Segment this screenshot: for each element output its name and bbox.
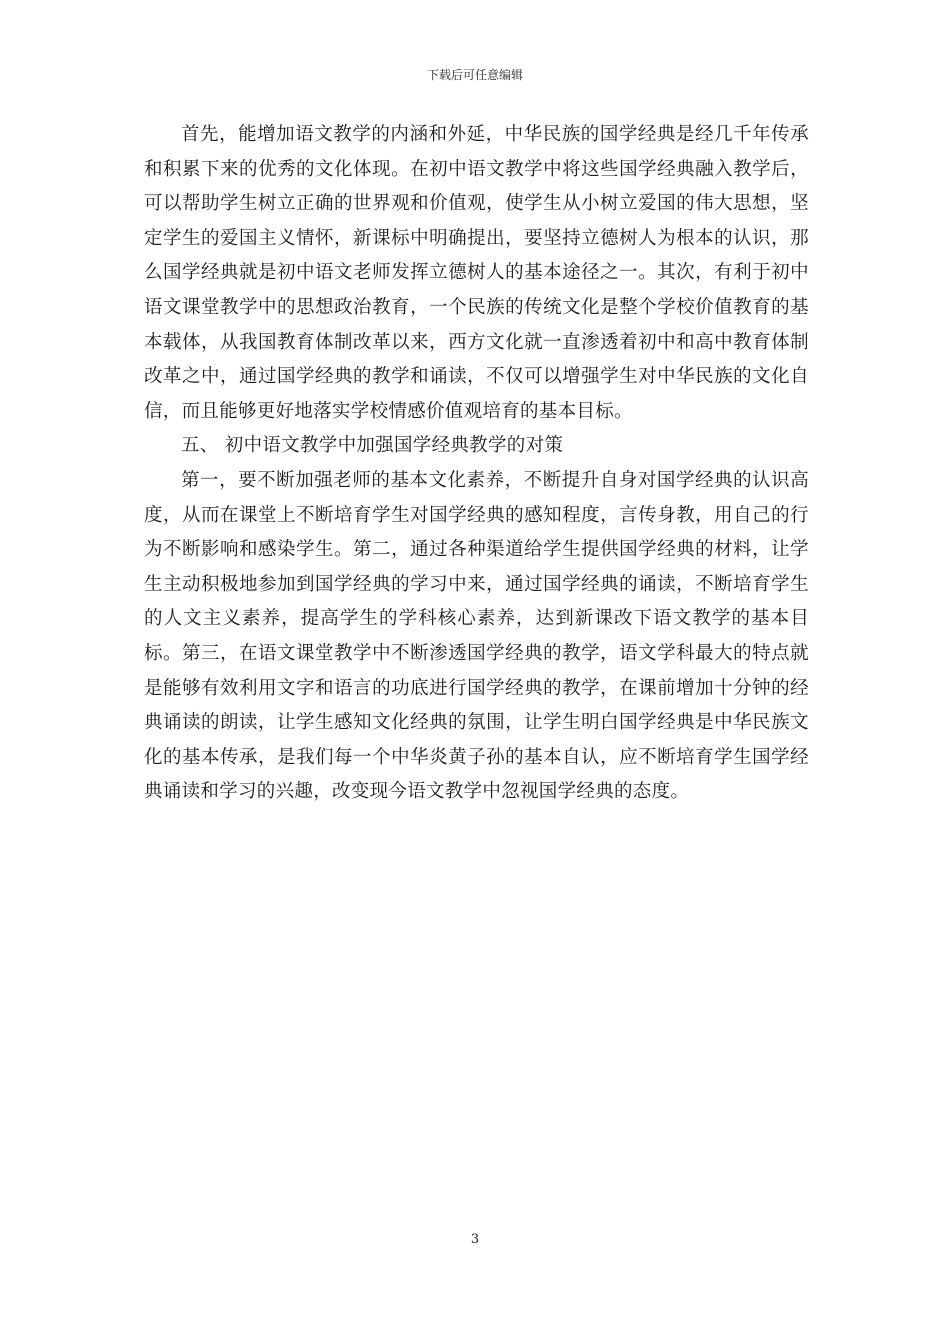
document-body [144,118,809,810]
paragraph-benefits: 首先，能增加语文教学的内涵和外延，中华民族的国学经典是经几千年传承和积累下来的优秀的文化体现。在初中语文教学中将这些国学经典融入教学后，可以帮助学生树立正确的世界观和价值观，使学生从小树立爱国的伟大思想，坚定学生的爱国主义情怀，新课标中明确提出，要坚持立德树人为根本的认识，那么国学经典就是初中语文老师发挥立德树人的基本途径之一。其次，有利于初中语文课堂教学中的思想政治教育，一个民族的传统文化是整个学校价值教育的基本载体，从我国教育体制改革以来，西方文化就一直渗透着初中和高中教育体制改革之中，通过国学经典的教学和诵读，不仅可以增强学生对中华民族的文化自信，而且能够更好地落实学校情感价值观培育的基本目标。 [144,124,809,422]
page-header: 下载后可任意编辑 [426,68,523,82]
section-heading-5: 五、 初中语文教学中加强国学经典教学的对策 [181,435,564,457]
paragraph-strategies: 第一，要不断加强老师的基本文化素养，不断提升自身对国学经典的认识高度，从而在课堂上不断培育学生对国学经典的感知程度，言传身教，用自己的行为不断影响和感染学生。第二，通过各种渠道给学生提供国学经典的材料，让学生主动积极地参加到国学经典的学习中来，通过国学经典的诵读，不断培育学生的人文主义素养，提高学生的学科核心素养，达到新课改下语文教学的基本目标。第三，在语文课堂教学中不断渗透国学经典的教学，语文学科最大的特点就是能够有效利用文字和语言的功底进行国学经典的教学，在课前增加十分钟的经典诵读的朗读，让学生感知文化经典的氛围，让学生明白国学经典是中华民族文化的基本传承，是我们每一个中华炎黄子孙的基本自认，应不断培育学生国学经典诵读和学习的兴趣，改变现今语文教学中忽视国学经典的态度。 [144,469,809,803]
page-number: 3 [470,1232,480,1247]
